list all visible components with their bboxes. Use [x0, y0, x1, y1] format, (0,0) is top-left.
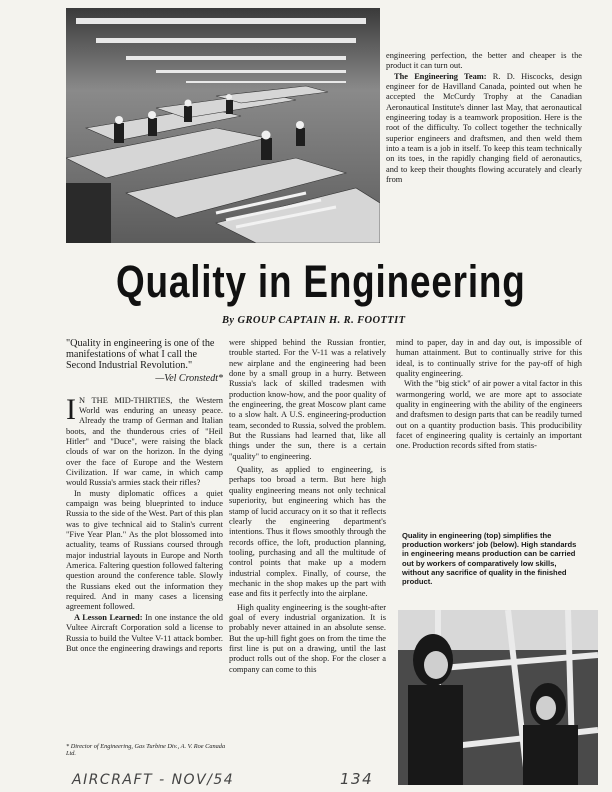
drafting-room-photo — [66, 8, 380, 243]
article-headline: Quality in Engineering — [116, 256, 526, 307]
footnote: * Director of Engineering, Gas Turbine Div., A. V. Roe Canada Ltd. — [66, 743, 226, 758]
paragraph-3-rest: In one instance the old Vultee Aircraft Corporation sold a license to Russia to build the Vultee V-11 attack bomber. But once the engineering drawings and reports — [66, 612, 223, 653]
col2-paragraph-2: Quality, as applied to engineering, is perhaps too broad a term. But here high quality engineering means not only technical superiority, but engineering which has the stamp of lucid accuracy on it so that it reflects clearly the engineering department's intentions. Thus it flows smoothly through the records office, the loft, production planning, tooling, purchasing and all the multitude of control points that make up a modern industrial complex. Finally, of course, the mechanic in the shop makes up the part with ease and fits it perfectly into the airplane. — [229, 465, 386, 599]
column-1 — [66, 338, 223, 654]
paragraph-1-lead: N THE MID-THIRTIES, — [79, 395, 173, 405]
lesson-heading: A Lesson Learned: — [74, 612, 143, 622]
team-paragraph — [386, 72, 582, 186]
photo-caption: Quality in engineering (top) simplifies the production workers' job (below). High standards in engineering means production can be carried out by workers of comparatively low skills, without any sacrifice of quality in the finished product. — [402, 531, 577, 587]
team-heading: The Engineering Team: — [394, 71, 487, 81]
drafting-room-icon — [66, 8, 380, 243]
production-workers-photo — [398, 610, 598, 785]
col2-paragraph-1: were shipped behind the Russian frontier, trouble started. For the V-11 was a relatively new airplane and the engineering had been done by a small group in a hurry. Between Russia's lack of skilled tradesmen with production know-how, and the poor quality of the engineering, the great Moscow plant came to a slow halt. A U.S. engineering-production team, seconded to Russia, solved the problem. But the Russians had learned that, like all things under the sun, there is a certain "quality" to engineering. — [229, 338, 386, 461]
drop-cap: I — [66, 392, 76, 426]
paragraph-3 — [66, 613, 223, 654]
paragraph-1-rest: the Western World was enduring an uneasy peace. Already the tramp of German and Italian boots, and the thunderous cries of "Heil Hitler" and "Duce", were raising the black clouds of war on the horizon. In the dying over the face of Europe and the Western Civilization. If war came, in which camp would Russia's armies stack their rifles? — [66, 395, 223, 488]
quote-attribution: —Vel Cronstedt* — [155, 372, 223, 384]
column-2 — [229, 338, 386, 675]
col2-paragraph-3: High quality engineering is the sought-after goal of every industrial organization. It is probably never attained in an absolute sense. But the up-hill fight goes on from the time the first line is put on a drawing, until the last product rolls out of the shop. For the closer a company can come to this — [229, 602, 386, 674]
column-1-body — [66, 392, 223, 655]
col3-paragraph-1: mind to paper, day in and day out, is impossible of human attainment. But to continually strive for this ideal, is to continually strive for the pay-off of high quality engineering. — [396, 338, 582, 379]
right-column-lead: engineering perfection, the better and cheaper is the product it can turn out. — [386, 51, 582, 71]
handwritten-page-number: 134 — [340, 770, 374, 788]
byline: By GROUP CAPTAIN H. R. FOOTTIT — [222, 315, 406, 326]
production-workers-icon — [398, 610, 598, 785]
paragraph-2: In musty diplomatic offices a quiet campaign was being blueprinted to induce Russia to the side of the West. Part of this plan was to give technical aid to Stalin's current "Five Year Plan." As the plot blossomed into actuality, teams of Russians coursed through major industrial layouts in Europe and North America. Faltering question followed faltering question around the conference table. Slowly the Russians eked out the information they required. And in many cases a licensing agreement followed. — [66, 488, 223, 612]
column-3 — [396, 338, 582, 452]
pull-quote: "Quality in engineering is one of the manifestations of what I call the Second Industrial Revolution." — [66, 338, 215, 372]
team-text: R. D. Hiscocks, design engineer for de Havilland Canada, pointed out when he accepted the McCurdy Trophy at the Canadian Aeronautical Institute's dinner last May, that aeronautical engineering today is a teamwork proposition. Here is the root of the difficulty. To collect together the technically superior engineers and draftsmen, and then weld them into a team is a job in itself. To keep this team technically on its toes, in the rapidly changing field of aeronautics, and to keep their thoughts flowing accurately and clearly from — [386, 71, 582, 185]
paragraph-1 — [66, 392, 223, 489]
col3-paragraph-2: With the "big stick" of air power a vital factor in this warmongering world, we are more apt to associate quality in engineering with the ability of the engineers and draftsmen to design parts that can be readily turned out on a quantity production basis. This producibility facet of engineering quality is certainly an important one. Production records sifted from statis- — [396, 379, 582, 451]
handwritten-source: AIRCRAFT - NOV/54 — [72, 772, 235, 788]
right-column-top — [386, 51, 582, 185]
